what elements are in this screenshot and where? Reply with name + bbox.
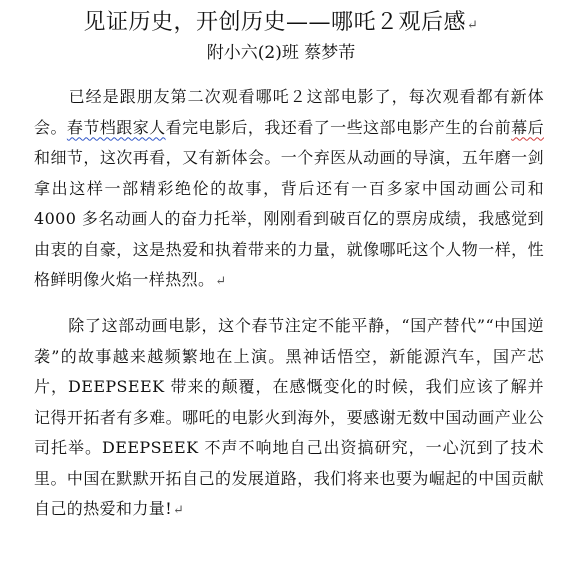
title-text: 见证历史，开创历史——哪吒２观后感: [83, 10, 467, 35]
paragraph-1: [34, 82, 544, 298]
paragraph-2: [34, 311, 544, 527]
grammar-underlined-text: 春节档跟家人: [66, 117, 166, 137]
p1-sentence-5: 和细节，这次再看，又有新体会。一个弃医从动画的导演，五年磨一剑拿出这样一部精彩绝伦的故事，背后还有一百多家中国动画公司和 4000 多名动画人的奋力托举，刚刚看到破百亿的票房成绩，我感觉到由衷的自豪，这是热爱和执着带来的力量，就像哪吒这个人物一样，性格鲜明像火焰一样热烈。: [34, 148, 544, 289]
paragraph-mark-icon: ↵: [215, 274, 227, 289]
p1-sentence-3: 看完电影后，我还看了一些这部电影产生的台前: [165, 117, 512, 137]
author-byline: 附小六(2)班 蔡梦芾: [206, 43, 356, 63]
document-title: [0, 8, 562, 41]
p2-text: 除了这部动画电影，这个春节注定不能平静，“国产替代”“中国逆袭”的故事越来越频繁地在上演。黑神话悟空，新能源汽车，国产芯片，DEEPSEEK 带来的颠覆，在感慨变化的时候，我们应该了解并记得开拓者有多难。哪吒的电影火到海外，要感谢无数中国动画产业公司托举。DEEPSEEK 不声不响地自己出资搞研究，一心沉到了技术里。中国在默默开拓自己的发展道路，我们将来也要为崛起的中国贡献自己的热爱和力量!: [34, 316, 544, 518]
spelling-underlined-text: 幕后: [511, 117, 544, 137]
paragraph-mark-icon: ↵: [467, 18, 479, 33]
p1-sentence-1: 已经是跟朋友第二次观看哪吒２这部电影了，每次观看都有新体会。: [34, 87, 544, 137]
paragraph-mark-icon: ↵: [173, 503, 185, 518]
